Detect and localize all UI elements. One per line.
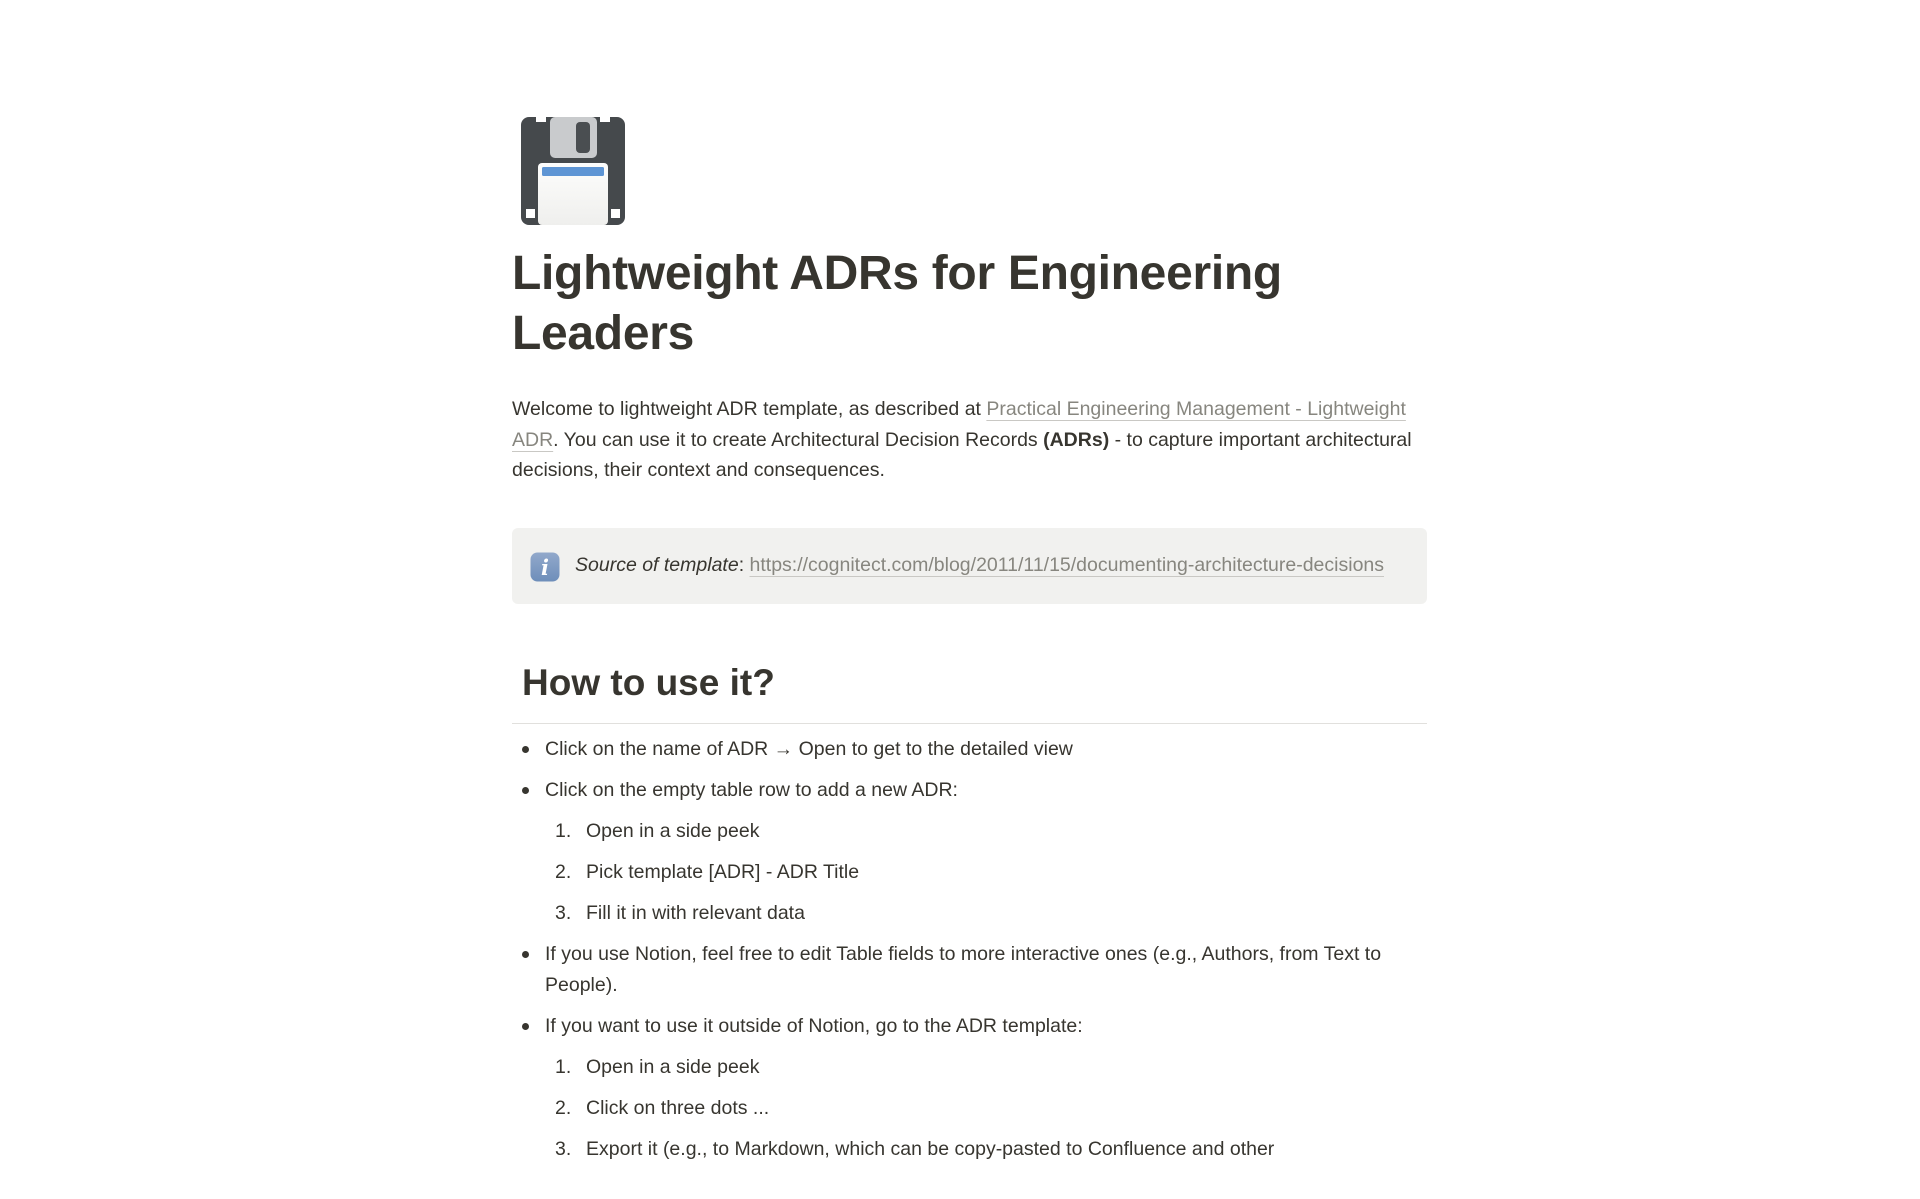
numbered-list-item[interactable] — [512, 816, 1427, 847]
callout-block — [512, 528, 1427, 604]
list-item-text: If you want to use it outside of Notion, go to the ADR template: — [545, 1014, 1083, 1037]
page-icon-button[interactable] — [512, 110, 634, 232]
numbered-list-item[interactable] — [512, 857, 1427, 888]
numbered-list-item[interactable] — [512, 1052, 1427, 1083]
list-item[interactable] — [512, 939, 1427, 1001]
intro-link[interactable]: Practical Engineering Management - Lightweight ADR — [512, 398, 1406, 451]
list-item-number: 2. — [555, 1096, 572, 1119]
list-item-number: 1. — [555, 1055, 572, 1078]
bullet-dot-icon — [522, 951, 529, 958]
divider — [512, 723, 1427, 724]
svg-text:i: i — [541, 554, 549, 580]
numbered-list-item[interactable] — [512, 1093, 1427, 1124]
information-emoji-icon — [530, 552, 560, 582]
intro-bold-adrs: (ADRs) — [1043, 428, 1110, 451]
bullet-dot-icon — [522, 746, 529, 753]
intro-text-before: Welcome to lightweight ADR template, as described at — [512, 398, 987, 420]
list-item[interactable] — [512, 1011, 1427, 1042]
list-item-text: Click on the name of ADR → Open to get to the detailed view — [545, 737, 1073, 760]
page-content — [512, 0, 1427, 1165]
callout-text — [575, 550, 1384, 581]
bullet-dot-icon — [522, 1023, 529, 1030]
list-item-text: Fill it in with relevant data — [586, 901, 805, 924]
list-item-text: Open in a side peek — [586, 819, 760, 842]
intro-text-mid: . You can use it to create Architectural Decision Records — [553, 428, 1044, 451]
page-title: Lightweight ADRs for Engineering Leaders — [512, 247, 1282, 360]
numbered-list-item[interactable] — [512, 1134, 1427, 1165]
list-item[interactable] — [512, 775, 1427, 806]
list-item-number: 1. — [555, 819, 572, 842]
callout-label: Source of template — [575, 553, 739, 576]
section-heading: How to use it? — [522, 661, 775, 703]
callout-source-link[interactable]: https://cognitect.com/blog/2011/11/15/documenting-architecture-decisions — [749, 553, 1385, 576]
intro-text-tail: - to capture important architectural decisions, their context and consequences. — [512, 428, 1412, 481]
list-item-number: 3. — [555, 901, 572, 924]
callout-separator: : — [738, 553, 750, 576]
list-item-text: If you use Notion, feel free to edit Table fields to more interactive ones (e.g., Authors, from Text to People). — [545, 942, 1382, 996]
floppy-disk-icon — [512, 110, 634, 232]
list-item[interactable] — [512, 734, 1427, 765]
bullet-dot-icon — [522, 787, 529, 794]
numbered-list-item[interactable] — [512, 898, 1427, 929]
how-to-list — [512, 734, 1427, 1165]
list-item-number: 3. — [555, 1137, 572, 1160]
list-item-text: Open in a side peek — [586, 1055, 760, 1078]
list-item-text: Pick template [ADR] - ADR Title — [586, 860, 860, 883]
list-item-text: Click on three dots ... — [586, 1096, 770, 1119]
list-item-text: Export it (e.g., to Markdown, which can be copy-pasted to Confluence and other — [586, 1137, 1275, 1160]
intro-paragraph — [512, 394, 1427, 486]
list-item-number: 2. — [555, 860, 572, 883]
list-item-text: Click on the empty table row to add a new ADR: — [545, 778, 958, 801]
